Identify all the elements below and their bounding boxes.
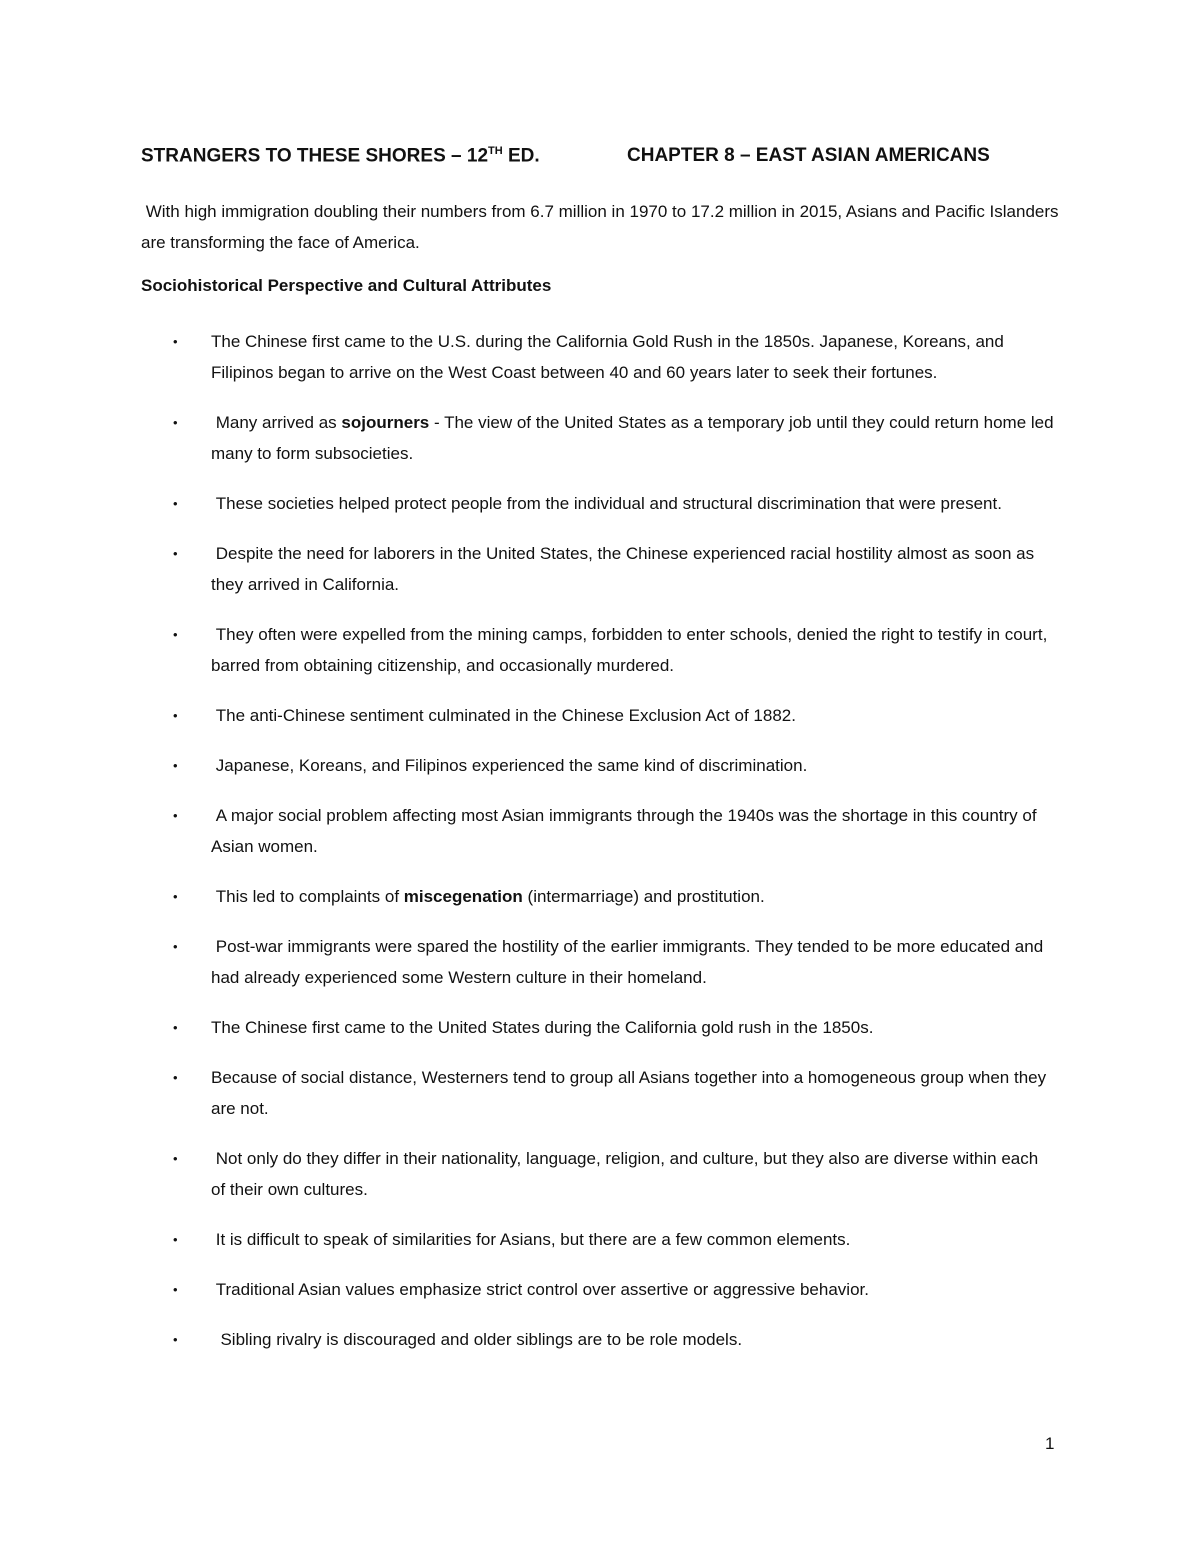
bullet-icon: •	[173, 1070, 178, 1085]
bullet-icon: •	[173, 1332, 178, 1347]
key-term: miscegenation	[403, 887, 523, 906]
bullet-icon: •	[173, 415, 178, 430]
document-header	[141, 145, 1061, 175]
list-item-text: Despite the need for laborers in the United States, the Chinese experienced racial hostility almost as soon as they arrived in California.	[211, 544, 1039, 594]
intro-paragraph: With high immigration doubling their numbers from 6.7 million in 1970 to 17.2 million in 2015, Asians and Pacific Islanders are transforming the face of America.	[141, 202, 1064, 252]
bullet-icon: •	[173, 334, 178, 349]
list-item	[0, 881, 1056, 912]
list-item-text-continued: - The view of the United States as a temporary job until they could return home led many to form subsocieties.	[211, 413, 1059, 463]
list-item-text: A major social problem affecting most Asian immigrants through the 1940s was the shortage in this country of Asian women.	[211, 806, 1041, 856]
list-item	[0, 326, 1056, 388]
list-item-text: These societies helped protect people from the individual and structural discrimination that were present.	[211, 494, 1002, 513]
list-item	[0, 407, 1059, 469]
list-item	[0, 1062, 1056, 1124]
book-title-text: STRANGERS TO THESE SHORES – 12	[141, 145, 489, 167]
list-item	[0, 750, 1056, 781]
section-heading: Sociohistorical Perspective and Cultural Attributes	[141, 276, 552, 295]
list-item-text: Japanese, Koreans, and Filipinos experienced the same kind of discrimination.	[211, 756, 808, 775]
bullet-icon: •	[173, 808, 178, 823]
list-item-text: They often were expelled from the mining camps, forbidden to enter schools, denied the right to testify in court, barred from obtaining citizenship, and occasionally murdered.	[211, 625, 1053, 675]
list-item-text: It is difficult to speak of similarities for Asians, but there are a few common elements.	[211, 1230, 851, 1249]
bullet-icon: •	[173, 758, 178, 773]
bullet-icon: •	[173, 1151, 178, 1166]
list-item-text: Sibling rivalry is discouraged and older siblings are to be role models.	[211, 1330, 743, 1349]
list-item	[0, 1324, 1056, 1355]
bullet-icon: •	[173, 627, 178, 642]
list-item-text: The Chinese first came to the United States during the California gold rush in the 1850s.	[211, 1018, 874, 1037]
edition-superscript: TH	[488, 145, 503, 157]
list-item	[0, 1012, 1056, 1043]
bullet-icon: •	[173, 496, 178, 511]
bullet-icon: •	[173, 939, 178, 954]
list-item-text: Traditional Asian values emphasize strict control over assertive or aggressive behavior.	[211, 1280, 869, 1299]
list-item	[0, 1224, 1056, 1255]
list-item	[0, 1274, 1056, 1305]
list-item-text-continued: (intermarriage) and prostitution.	[522, 887, 765, 906]
bullet-icon: •	[173, 546, 178, 561]
list-item-text: This led to complaints of	[211, 887, 404, 906]
list-item	[0, 931, 1056, 993]
bullet-icon: •	[173, 1232, 178, 1247]
list-item-text: The anti-Chinese sentiment culminated in the Chinese Exclusion Act of 1882.	[211, 706, 796, 725]
list-item-text: Not only do they differ in their nationality, language, religion, and culture, but they also are diverse within each of their own cultures.	[211, 1149, 1043, 1199]
list-item-text: Many arrived as	[211, 413, 342, 432]
list-item	[0, 488, 1056, 519]
list-item	[0, 800, 1056, 862]
bullet-icon: •	[173, 708, 178, 723]
list-item	[0, 538, 1056, 600]
bullet-icon: •	[173, 1282, 178, 1297]
list-item	[0, 700, 1056, 731]
key-term: sojourners	[341, 413, 430, 432]
list-item-text: The Chinese first came to the U.S. during the California Gold Rush in the 1850s. Japanese, Koreans, and Filipinos began to arrive on the West Coast between 40 and 60 years later to seek their fortunes.	[211, 332, 1009, 382]
list-item-text: Post-war immigrants were spared the hostility of the earlier immigrants. They tended to be more educated and had already experienced some Western culture in their homeland.	[211, 937, 1048, 987]
book-title-suffix: ED.	[502, 145, 540, 167]
bullet-list	[0, 326, 1200, 1374]
list-item-text: Because of social distance, Westerners tend to group all Asians together into a homogeneous group when they are not.	[211, 1068, 1051, 1118]
list-item	[0, 1143, 1056, 1205]
chapter-title: CHAPTER 8 – EAST ASIAN AMERICANS	[627, 145, 990, 166]
bullet-icon: •	[173, 1020, 178, 1035]
bullet-icon: •	[173, 889, 178, 904]
page-number: 1	[1045, 1434, 1055, 1453]
book-title	[141, 145, 540, 167]
list-item	[0, 619, 1056, 681]
